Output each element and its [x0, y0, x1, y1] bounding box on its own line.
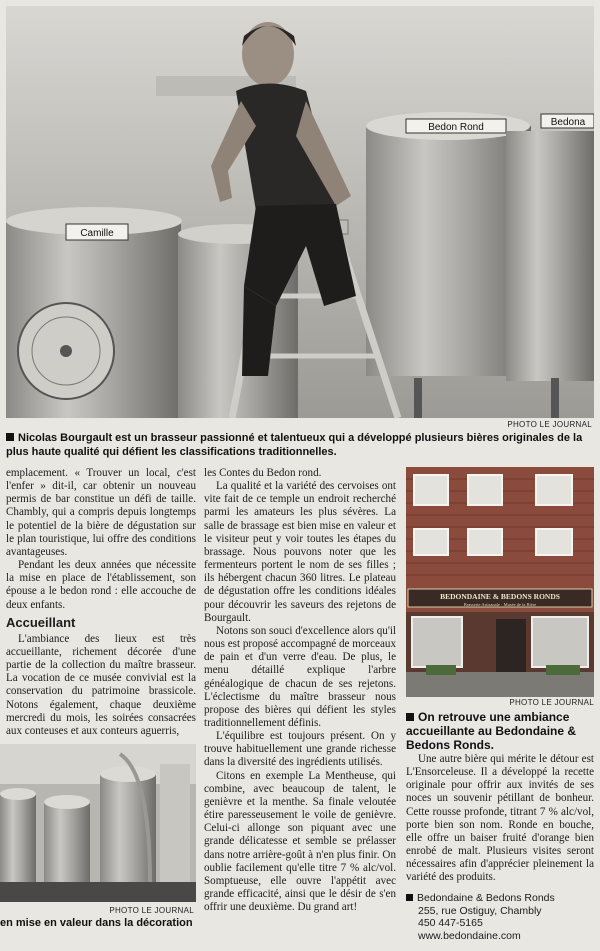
storefront-sign-title: BEDONDAINE & BEDONS RONDS	[440, 592, 560, 601]
col1-paragraph-1: emplacement. « Trouver un local, c'est l'enfer » dit-il, car obtenir un nouveau permis de bar constitue un défi de taille. Chambly, qui a compris depuis longtemps le potentiel de la bière de dégustation sur le plan touristique, lui offre des conditions avantageuses.	[6, 467, 196, 558]
right-photo-credit: PHOTO LE JOURNAL	[509, 698, 594, 707]
caption-bullet-icon	[6, 433, 14, 441]
col3-paragraph-1: Une autre bière qui mérite le détour est L'Ensorceleuse. Il a développé la recette originale pour offrir aux invités de ses noces un souvenir pétillant de bonheur. Cette rousse profonde, titrant 7 % alc/vol, porte bien son nom. Ronde en bouche, elle offre un baiser fruité d'orange bien enrobé de malt. Plusieurs visites seront nécessaires afin d'apprécier pleinement la variété des produits.	[406, 753, 594, 884]
fermenter-tank-left	[6, 207, 182, 418]
bottom-photo-credit: PHOTO LE JOURNAL	[109, 906, 194, 915]
brewer-photo-illustration	[6, 6, 594, 418]
business-website[interactable]: www.bedondaine.com	[418, 929, 521, 942]
storefront-photo	[406, 467, 594, 697]
brewhouse-photo-illustration	[0, 744, 196, 902]
storefront-sign-subtitle: Brasserie Artisanale · Musée de la Bière	[463, 602, 537, 607]
bottom-photo-caption: en mise en valeur dans la décoration	[0, 917, 193, 929]
business-street: 255, rue Ostiguy, Chambly	[418, 904, 542, 917]
col2-paragraph-3: L'équilibre est toujours présent. On y trouve habituellement une grande richesse dans la diversité des ingrédients utilisés.	[204, 730, 396, 769]
article-column-3	[406, 753, 594, 885]
brewhouse-photo	[0, 744, 196, 902]
tank-label-bedon-rond: Bedon Rond	[428, 122, 484, 133]
col1-paragraph-3: L'ambiance des lieux est très accueillante, richement décorée d'une partie de la collection du maître brasseur. La vocation de ce musée convivial est la conservation du patrimoine brassicole. Notons également, chaque deuxième mercredi du mois, les soirées consacrées aux conteuses et aux conteurs aguerris,	[6, 632, 196, 737]
storefront-photo-illustration	[406, 467, 594, 697]
col2-paragraph-4: Citons en exemple La Mentheuse, qui combine, avec beaucoup de talent, le genièvre et la menthe. Sa finale veloutée étire paresseusement le voile de genièvre. Celui-ci allonge son piquant avec une grande délicatesse et semble se prélasser dans notre arrière-goût à n'en plus finir. On oublie facilement qu'elle titre 7 % alc/vol. Somptueuse, elle ouvre l'appétit avec grande efficacité, ainsi que le désir de s'en offrir une deuxième. Du grand art!	[204, 769, 396, 914]
address-block	[406, 892, 594, 942]
col2-paragraph-2: Notons son souci d'excellence alors qu'il nous est proposé accompagné de morceaux de pain et d'un verre d'eau. De plus, le menu détaillé explique l'arbre généalogique de chacun de ses rejetons. L'éclectisme du maître brasseur nous propose des bières qui défient les styles traditionnellement définis.	[204, 624, 396, 729]
article-column-1	[6, 467, 196, 738]
fermenter-tank-right	[366, 112, 594, 418]
tank-label-bedona: Bedona	[550, 117, 586, 128]
business-name: Bedondaine & Bedons Ronds	[417, 892, 555, 904]
brewer-photo	[6, 6, 594, 418]
col2-paragraph-0: les Contes du Bedon rond.	[204, 467, 322, 479]
top-photo-caption	[6, 431, 594, 459]
caption-bullet-icon	[406, 713, 414, 721]
right-photo-caption	[406, 710, 594, 752]
top-photo-credit: PHOTO LE JOURNAL	[507, 420, 592, 429]
right-photo-caption-text: On retrouve une ambiance accueillante au Bedondaine & Bedons Ronds.	[406, 710, 577, 752]
section-heading-accueillant: Accueillant	[6, 614, 76, 630]
col2-paragraph-1: La qualité et la variété des cervoises ont vite fait de ce temple un endroit recherché parmi les amateurs les plus sévères. La salle de brassage est bien mise en valeur et le visiteur peut y voir toutes les étapes du brassage. Nous pouvons noter que les fermenteurs portent le nom de ses filles ; ils hébergent chacun 360 litres. Le plateau de dégustation offre les conditions idéales pour découvrir les saveurs des rejetons de Bourgault.	[204, 480, 396, 624]
business-phone: 450 447-5165	[418, 917, 483, 929]
address-bullet-icon	[406, 894, 413, 901]
tank-label-camille: Camille	[80, 228, 114, 239]
top-photo-caption-text: Nicolas Bourgault est un brasseur passionné et talentueux qui a développé plusieurs bières originales de la plus haute qualité qui défient les classifications traditionnelles.	[6, 432, 583, 458]
article-column-2	[204, 467, 396, 914]
col1-paragraph-2: Pendant les deux années que nécessite la mise en place de l'établissement, son épouse a le bedon rond : elle accouche de deux enfants.	[6, 559, 196, 611]
